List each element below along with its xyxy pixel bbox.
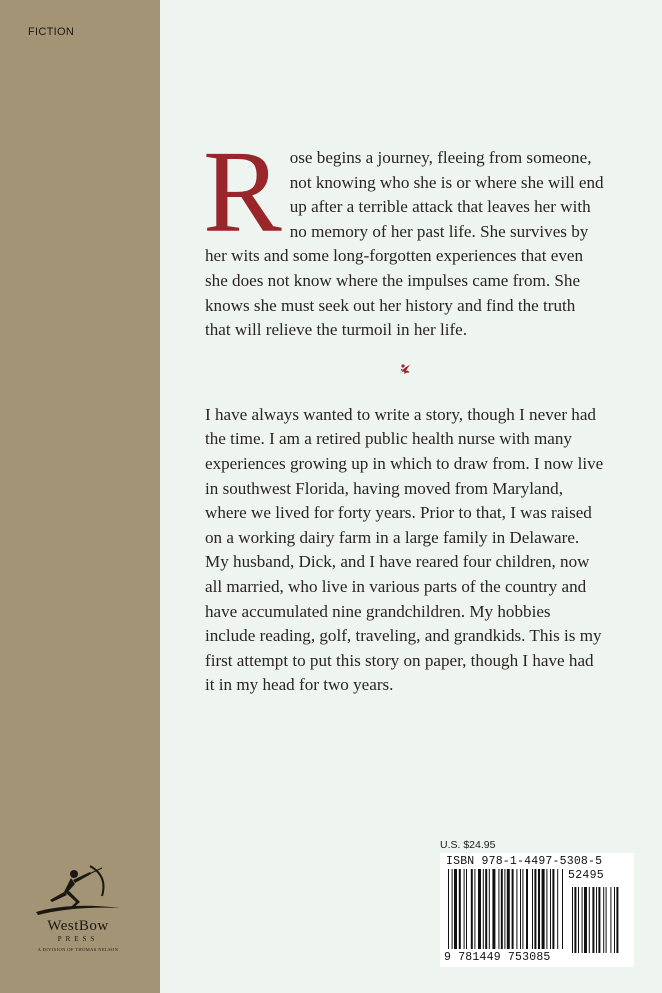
synopsis-paragraph	[203, 126, 605, 343]
author-bio: I have always wanted to write a story, though I never had the time. I am a retired public health nurse with many experiences growing up in which to draw from. I now live in southwest Florida, having moved from Maryland, where we lived for forty years. Prior to that, I was raised on a working dairy farm in a large family in Delaware. My husband, Dick, and I have reared four children, now all married, who live in various parts of the country and have accumulated nine grandchildren. My hobbies include reading, golf, traveling, and grandkids. This is my first attempt to put this story on paper, though I have had it in my head for two years.	[205, 404, 604, 695]
synopsis-text: ose begins a journey, fleeing from someone, not knowing who she is or where she will end up after a terrible attack that leaves her with no memory of her past life. She survives by her wits and some long-forgotten experiences that even she does not know where the impulses came from. She knows she must seek out her history and find the truth that will relieve the turmoil in her life.	[205, 148, 604, 340]
publisher-logo	[22, 862, 134, 952]
publisher-name: WestBow	[47, 918, 109, 934]
drop-cap: R	[203, 126, 282, 257]
isbn-barcode	[440, 853, 634, 967]
ean-digits: 9 781449 753085	[444, 951, 551, 964]
spine-panel	[0, 0, 160, 993]
genre-label: FICTION	[28, 26, 75, 38]
isbn-text: ISBN 978-1-4497-5308-5	[446, 855, 603, 868]
back-cover-text	[203, 126, 605, 698]
publisher-press: PRESS	[57, 935, 99, 943]
fleuron-icon	[205, 361, 605, 382]
price-label: U.S. $24.95	[440, 839, 496, 851]
barcode-bars	[448, 869, 628, 953]
archer-icon	[30, 862, 126, 920]
publisher-division: A DIVISION OF THOMAS NELSON	[37, 947, 119, 952]
price-addon-code: 52495	[568, 869, 605, 882]
